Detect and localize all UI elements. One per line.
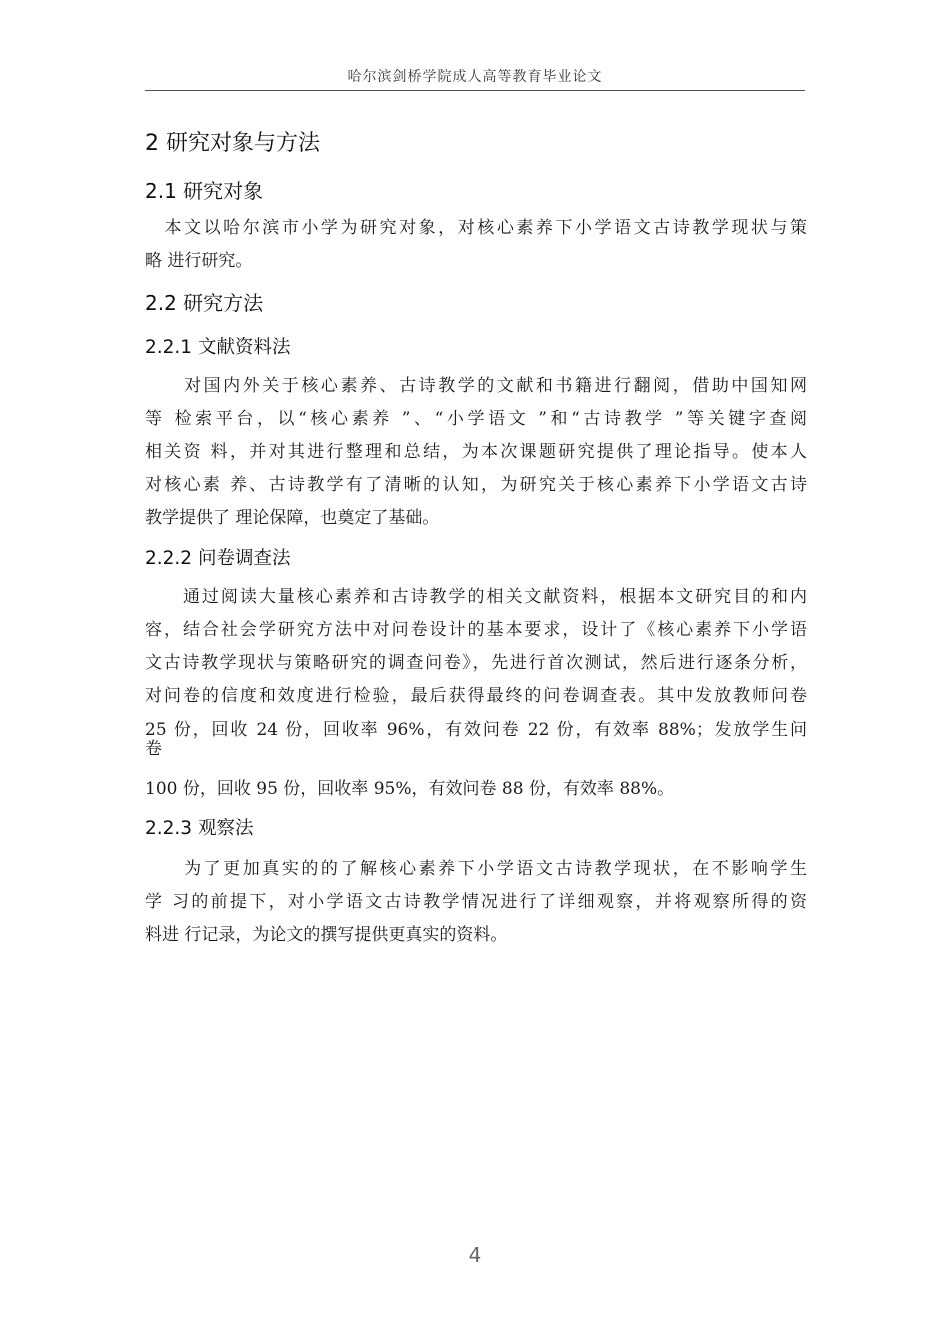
text-line: 本文以哈尔滨市小学为研究对象，对核心素养下小学语文古诗教学现状与策: [145, 218, 807, 238]
text-line: 通过阅读大量核心素养和古诗教学的相关文献资料，根据本文研究目的和内: [145, 587, 807, 607]
text-line: 100 份，回收 95 份，回收率 95%，有效问卷 88 份，有效率 88%。: [145, 779, 675, 799]
paragraph-2-2-2: [145, 581, 807, 806]
text-line: 相关资 料，并对其进行整理和总结，为本次课题研究提供了理论指导。使本人: [145, 442, 807, 462]
text-line: 对国内外关于核心素养、古诗教学的文献和书籍进行翻阅，借助中国知网: [145, 376, 807, 396]
paragraph-2-2-1: [145, 370, 807, 535]
section-heading-2-2-2: 2.2.2 问卷调查法: [145, 548, 291, 569]
section-heading-2-2-3: 2.2.3 观察法: [145, 818, 254, 839]
text-line: 教学提供了 理论保障，也奠定了基础。: [145, 508, 440, 528]
text-line: 学 习的前提下，对小学语文古诗教学情况进行了详细观察，并将观察所得的资: [145, 892, 807, 912]
text-line: 为了更加真实的的了解核心素养下小学语文古诗教学现状，在不影响学生: [145, 859, 807, 879]
text-line: 25 份，回收 24 份，回收率 96%，有效问卷 22 份，有效率 88%；发放学生问: [145, 720, 807, 740]
header-rule: [145, 90, 805, 91]
running-header: 哈尔滨剑桥学院成人高等教育毕业论文: [347, 69, 603, 85]
text-line: 等 检索平台，以“核心素养 ”、“小学语文 ”和“古诗教学 ”等关键字查阅: [145, 409, 807, 429]
text-line: 容，结合社会学研究方法中对问卷设计的基本要求，设计了《核心素养下小学语: [145, 620, 807, 640]
page-number: 4: [468, 1243, 482, 1267]
text-line: 对问卷的信度和效度进行检验，最后获得最终的问卷调查表。其中发放教师问卷: [145, 686, 807, 706]
section-heading-2-1: 2.1 研究对象: [145, 179, 264, 203]
paragraph-2-2-3: [145, 853, 807, 952]
chapter-heading: 2 研究对象与方法: [145, 131, 320, 156]
paragraph-2-1: [145, 212, 807, 278]
text-line: 料进 行记录，为论文的撰写提供更真实的资料。: [145, 925, 508, 945]
text-line: 卷: [145, 739, 162, 759]
section-heading-2-2-1: 2.2.1 文献资料法: [145, 337, 291, 358]
text-line: 文古诗教学现状与策略研究的调查问卷》，先进行首次测试，然后进行逐条分析，: [145, 653, 807, 673]
section-heading-2-2: 2.2 研究方法: [145, 291, 264, 315]
text-line: 略 进行研究。: [145, 251, 253, 271]
text-line: 对核心素 养、古诗教学有了清晰的认知，为研究关于核心素养下小学语文古诗: [145, 475, 807, 495]
